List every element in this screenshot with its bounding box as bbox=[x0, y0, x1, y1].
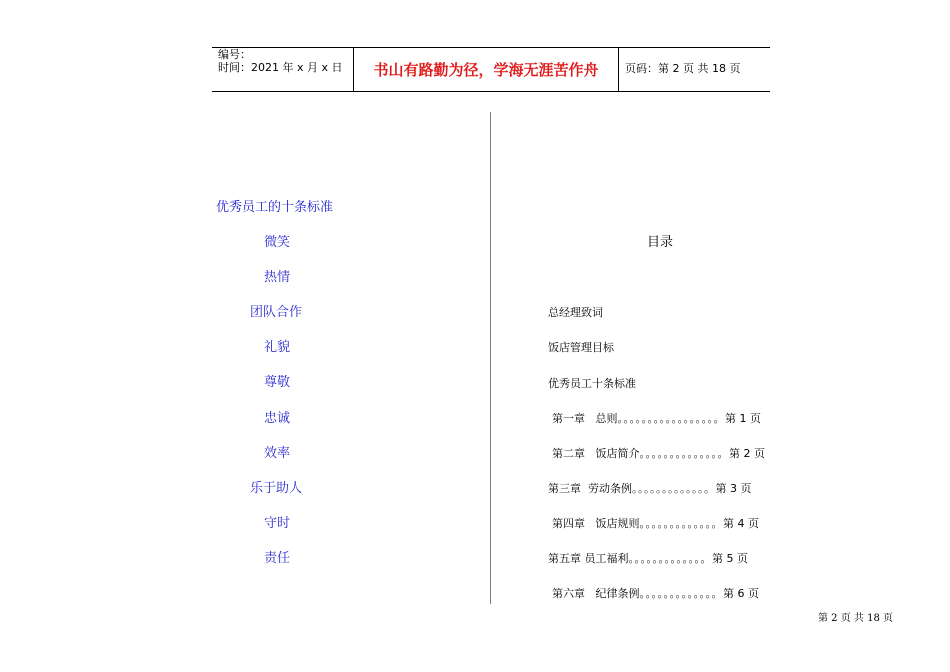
toc-leader-dots: 。。。。。。。。。。。。。 bbox=[628, 552, 712, 565]
toc-chapter-number: 第二章 bbox=[552, 447, 585, 460]
toc-chapter-row bbox=[548, 482, 752, 496]
toc-chapter-name: 饭店规则 bbox=[595, 517, 640, 530]
toc-chapter-number: 第三章 bbox=[548, 482, 581, 495]
standard-item: 微笑 bbox=[264, 235, 291, 250]
header-page-info: 页码：第 2 页 共 18 页 bbox=[625, 62, 741, 75]
time-label: 时间：2021 年 x 月 x 日 bbox=[218, 61, 343, 74]
standard-item: 礼貌 bbox=[264, 340, 291, 355]
standard-item: 守时 bbox=[264, 516, 291, 531]
motto: 书山有路勤为径，学海无涯苦作舟 bbox=[373, 61, 599, 79]
toc-chapter-name: 纪律条例 bbox=[595, 587, 640, 600]
standard-item: 热情 bbox=[264, 270, 291, 285]
toc-chapter-number: 第五章 bbox=[548, 552, 581, 565]
standard-item: 团队合作 bbox=[250, 305, 303, 320]
toc-chapter-page: 第 5 页 bbox=[712, 552, 748, 565]
toc-entry: 优秀员工十条标准 bbox=[548, 377, 636, 390]
toc-leader-dots: 。。。。。。。。。。。。。 bbox=[632, 482, 716, 495]
toc-chapter-row bbox=[552, 587, 759, 601]
standard-item: 责任 bbox=[264, 551, 291, 566]
toc-leader-dots: 。。。。。。。。。。。。。 bbox=[639, 517, 723, 530]
toc-chapter-row bbox=[552, 447, 765, 461]
toc-leader-dots: 。。。。。。。。。。。。。 bbox=[639, 587, 723, 600]
toc-chapter-page: 第 2 页 bbox=[729, 447, 765, 460]
standard-item: 忠诚 bbox=[264, 411, 291, 426]
toc-title: 目录 bbox=[647, 235, 674, 250]
standard-item: 尊敬 bbox=[264, 375, 291, 390]
toc-chapter-name: 劳动条例 bbox=[588, 482, 632, 495]
toc-chapter-row bbox=[548, 552, 748, 566]
header-divider-right bbox=[618, 47, 619, 92]
toc-chapter-page: 第 3 页 bbox=[715, 482, 752, 495]
toc-chapter-name: 员工福利 bbox=[584, 552, 629, 565]
toc-entry: 总经理致词 bbox=[548, 306, 603, 319]
toc-chapter-page: 第 6 页 bbox=[723, 587, 759, 600]
toc-chapter-number: 第四章 bbox=[552, 517, 585, 530]
header-top-rule bbox=[212, 47, 770, 48]
toc-chapter-name: 饭店简介 bbox=[595, 447, 640, 460]
toc-chapter-number: 第一章 bbox=[552, 412, 585, 425]
serial-label: 编号： bbox=[218, 48, 251, 61]
header-bottom-rule bbox=[212, 91, 770, 92]
standard-item: 乐于助人 bbox=[250, 481, 303, 496]
toc-leader-dots: 。。。。。。。。。。。。。。 bbox=[639, 447, 729, 460]
standard-item: 效率 bbox=[264, 446, 291, 461]
toc-chapter-number: 第六章 bbox=[552, 587, 585, 600]
toc-chapter-name: 总则 bbox=[595, 412, 618, 425]
toc-chapter-row bbox=[552, 517, 759, 531]
toc-chapter-page: 第 4 页 bbox=[723, 517, 759, 530]
toc-entry: 饭店管理目标 bbox=[548, 341, 614, 354]
toc-chapter-row bbox=[552, 412, 761, 426]
standards-title: 优秀员工的十条标准 bbox=[216, 200, 334, 215]
footer-page-number: 第 2 页 共 18 页 bbox=[818, 613, 893, 624]
toc-leader-dots: 。。。。。。。。。。。。。。。。。 bbox=[617, 412, 725, 425]
column-divider bbox=[490, 112, 491, 604]
toc-chapter-page: 第 1 页 bbox=[725, 412, 761, 425]
